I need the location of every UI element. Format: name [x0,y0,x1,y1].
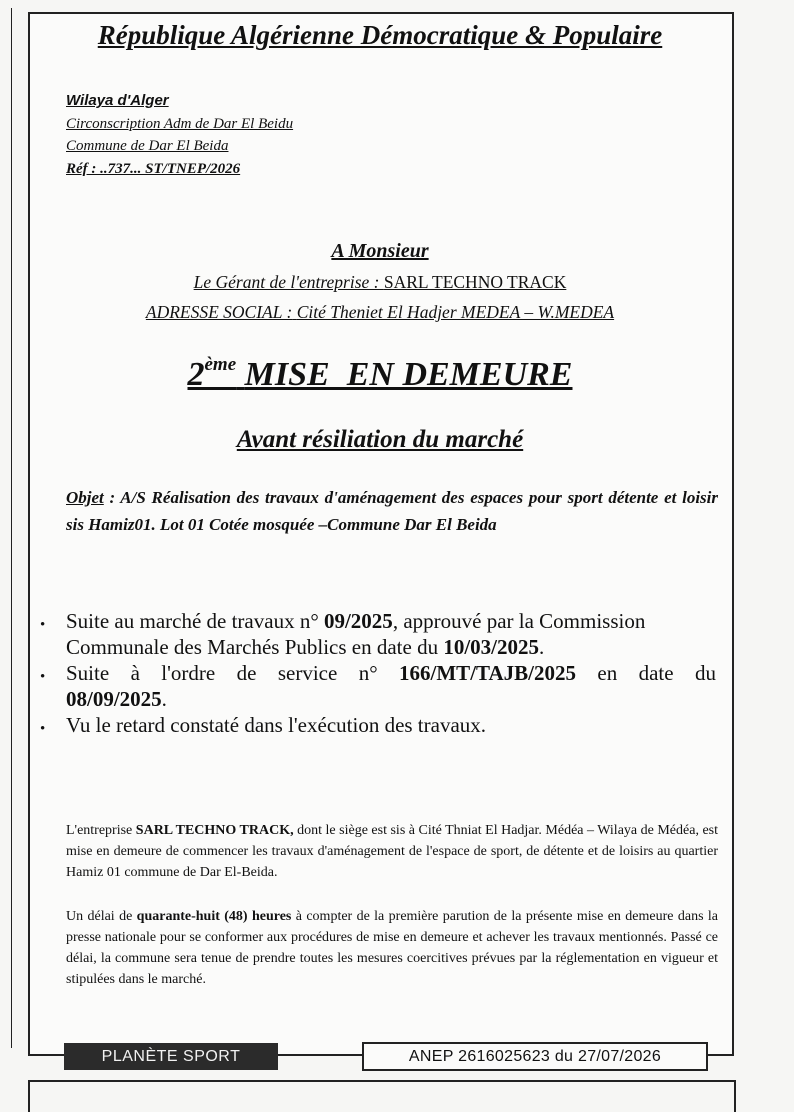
objet-label: Objet [66,488,104,507]
service-order-date: 08/09/2025 [66,687,162,711]
body-paragraph-1 [66,820,718,883]
recital-text: Suite au marché de travaux n° [66,609,319,633]
address-label: ADRESSE SOCIAL : [145,302,293,322]
list-item [40,660,716,712]
deadline: quarante-huit (48) heures [136,909,292,924]
recital-text: Vu le retard constaté dans l'exécution des travaux. [66,713,487,737]
recital-end: . [161,687,167,711]
body-paragraph-2 [66,906,718,990]
notice-subtitle: Avant résiliation du marché [236,426,524,453]
recital-text: Suite à l'ordre de service n° [66,661,378,685]
company-name: SARL TECHNO TRACK, [135,823,294,838]
paragraph-text: L'entreprise [66,823,133,838]
address-line [28,302,732,323]
commune-line: Commune de Dar El Beida [66,138,229,154]
paragraph-text: Un délai de [66,909,133,924]
heading-superscript: ème [204,353,237,375]
recital-text: en date du [597,661,716,685]
paragraph-text: à compter de la première parution de la présente mise en demeure dans la presse nationale pour se conformer aux procédures de mise en demeure et achever les travaux mentionnés. Passé ce délai, la commune sera tenue de prendre toutes les mesures coercitives prévues par la réglementation en vigueur et stipulées dans le marché. [66,909,718,987]
anep-reference: ANEP 2616025623 du 27/07/2026 [362,1042,708,1071]
circonscription-line: Circonscription Adm de Dar El Beidu [66,115,294,132]
gerant-value: SARL TECHNO TRACK [383,272,567,292]
list-item [40,712,716,738]
service-order-number: 166/MT/TAJB/2025 [399,661,576,685]
recital-end: . [539,635,545,659]
reference-line: Réf : ..737... ST/TNEP/2026 [66,160,241,177]
recitals-list [40,608,716,738]
publication-badge: PLANÈTE SPORT [64,1043,278,1070]
paragraph-text: dont le siège est sis à Cité Thniat El Hadjar. Médéa – Wilaya de Médéa, est mise en demeure de commencer les travaux d'aménagement de l'espace de sport, de détente et de loisirs au quartier Hamiz 01 commune de Dar El-Beida. [66,823,719,880]
issuer-block [66,90,293,180]
recital-text: , approuvé par la Commission Communale des Marchés Publics en date du [66,609,646,659]
heading-main: MISE EN DEMEURE [244,356,573,393]
address-value: Cité Theniet El Hadjer MEDEA – W.MEDEA [296,302,615,322]
notice-heading [28,353,732,394]
left-column-rule [11,8,12,1048]
gerant-label: Le Gérant de l'entreprise : [193,272,380,292]
contract-number: 09/2025 [323,609,393,633]
objet-block [66,484,718,538]
approval-date: 10/03/2025 [443,635,540,659]
salutation: A Monsieur [331,240,429,262]
gerant-line [28,272,732,293]
list-item [40,608,716,660]
next-notice-frame [28,1080,736,1112]
republic-title: République Algérienne Démocratique & Populaire [97,20,663,50]
objet-text: : A/S Réalisation des travaux d'aménagement des espaces pour sport détente et loisir sis Hamiz01. Lot 01 Cotée mosquée –Commune Dar El Beida [66,488,719,534]
heading-number: 2 [187,356,205,393]
wilaya-line: Wilaya d'Alger [66,92,169,109]
